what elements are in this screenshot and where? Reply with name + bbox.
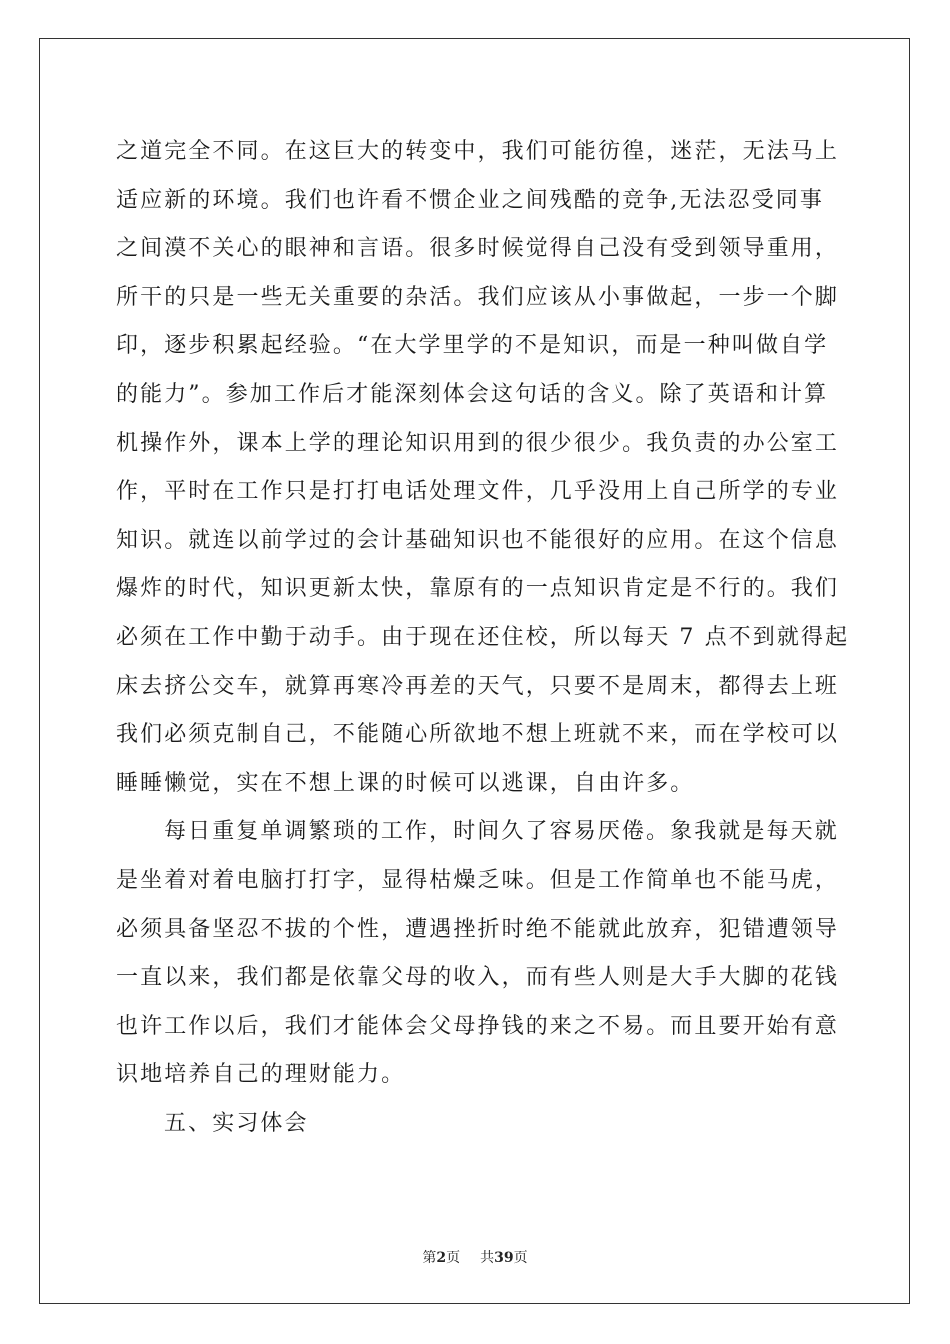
text-line: 也许工作以后，我们才能体会父母挣钱的来之不易。而且要开始有意 xyxy=(116,1013,840,1039)
text-line: 必须在工作中勤于动手。由于现在还住校，所以每天 7 点不到就得起 xyxy=(116,624,850,650)
text-line: 一直以来，我们都是依靠父母的收入，而有些人则是大手大脚的花钱 xyxy=(116,965,840,991)
text-line: 的能力”。参加工作后才能深刻体会这句话的含义。除了英语和计算 xyxy=(116,381,829,407)
text-line: 我们必须克制自己，不能随心所欲地不想上班就不来，而在学校可以 xyxy=(116,722,840,748)
text-line: 适应新的环境。我们也许看不惯企业之间残酷的竞争,无法忍受同事 xyxy=(116,187,824,213)
text-line: 知识。就连以前学过的会计基础知识也不能很好的应用。在这个信息 xyxy=(116,527,840,553)
text-line: 之间漠不关心的眼神和言语。很多时候觉得自己没有受到领导重用， xyxy=(116,236,840,262)
text-line: 印，逐步积累起经验。“在大学里学的不是知识，而是一种叫做自学 xyxy=(116,333,829,359)
text-line: 是坐着对着电脑打打字，显得枯燥乏味。但是工作简单也不能马虎， xyxy=(116,867,840,893)
page-suffix: 页 xyxy=(446,1250,461,1266)
text-line: 作，平时在工作只是打打电话处理文件，几乎没用上自己所学的专业 xyxy=(116,479,840,505)
text-line: 爆炸的时代，知识更新太快，靠原有的一点知识肯定是不行的。我们 xyxy=(116,576,840,602)
paragraph-first-line: 每日重复单调繁琐的工作，时间久了容易厌倦。象我就是每天就 xyxy=(164,819,839,845)
text-line: 床去挤公交车，就算再寒冷再差的天气，只要不是周末，都得去上班 xyxy=(116,673,840,699)
page-number: 2 xyxy=(436,1250,447,1266)
text-line: 机操作外，课本上学的理论知识用到的很少很少。我负责的办公室工 xyxy=(116,430,840,456)
text-line: 必须具备坚忍不拔的个性，遭遇挫折时绝不能就此放弃，犯错遭领导 xyxy=(116,916,840,942)
total-prefix: 共 xyxy=(480,1250,495,1266)
section-heading: 五、实习体会 xyxy=(164,1110,309,1136)
text-line: 之道完全不同。在这巨大的转变中，我们可能彷徨，迷茫，无法马上 xyxy=(116,139,840,164)
text-line: 睡睡懒觉，实在不想上课的时候可以逃课，自由许多。 xyxy=(116,770,695,796)
document-body xyxy=(116,128,850,1148)
page-footer xyxy=(0,1247,950,1267)
text-line: 识地培养自己的理财能力。 xyxy=(116,1062,406,1088)
text-line: 所干的只是一些无关重要的杂活。我们应该从小事做起，一步一个脚 xyxy=(116,284,840,310)
total-suffix: 页 xyxy=(513,1250,528,1266)
total-pages: 39 xyxy=(494,1250,514,1266)
page-prefix: 第 xyxy=(422,1250,437,1266)
